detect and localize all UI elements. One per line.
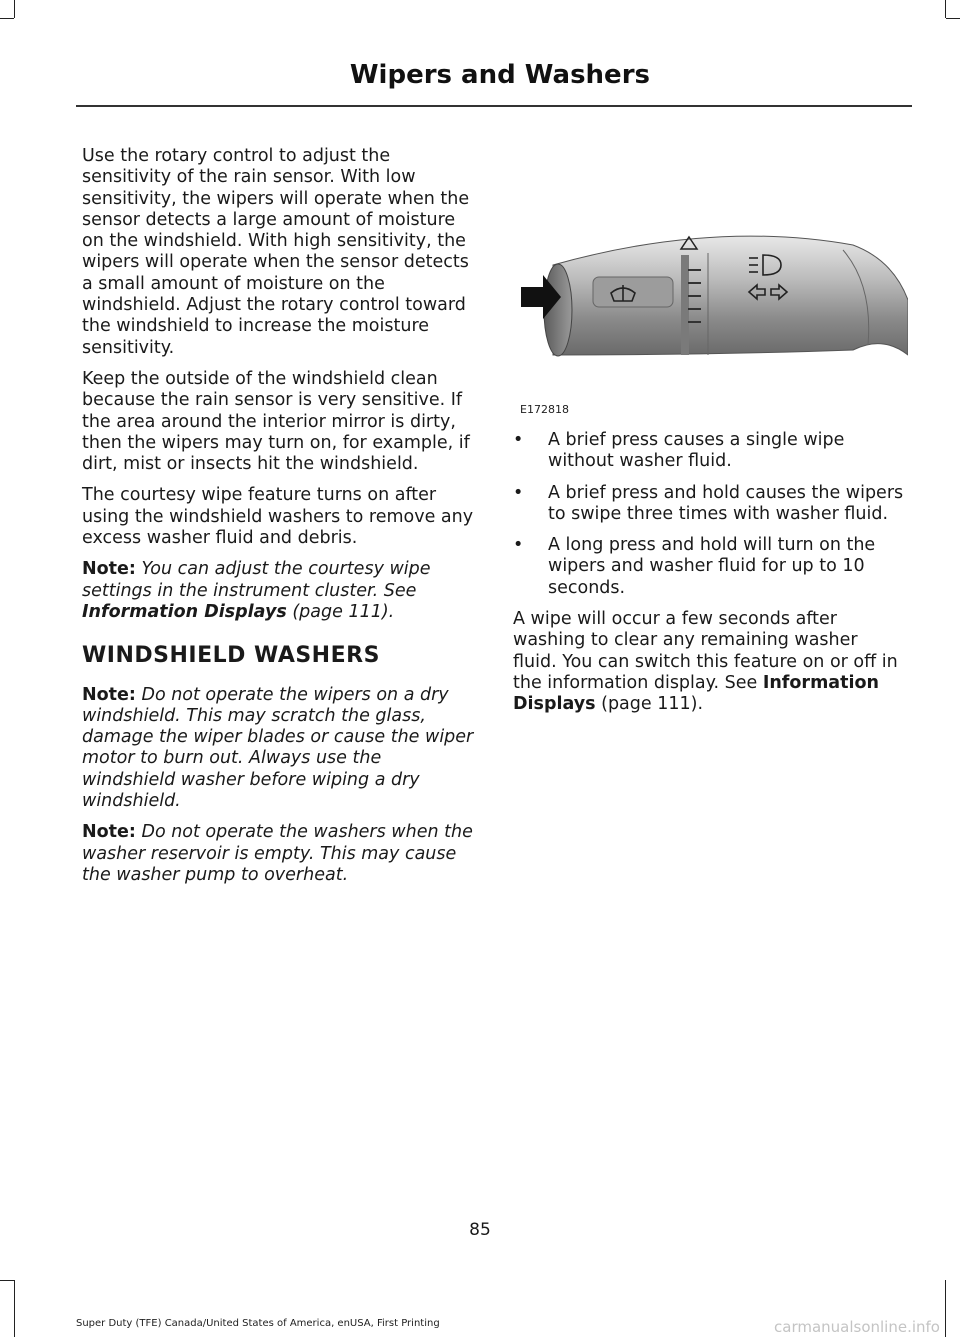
note (82, 685, 477, 813)
left-column (82, 146, 477, 896)
watermark: carmanualsonline.info (774, 1318, 940, 1336)
note-label: Note: (82, 822, 136, 843)
paragraph-text: A wipe will occur a few seconds after washing to clear any remaining washer fluid. You can switch this feature on or off in the information display. See (513, 609, 898, 693)
note-text: Do not operate the washers when the washer reservoir is empty. This may cause the washer pump to overheat. (82, 822, 473, 885)
cross-reference-link[interactable]: Information Displays (513, 672, 879, 715)
crop-mark (945, 1280, 946, 1337)
list-item-text: A brief press and hold causes the wipers to swipe three times with washer fluid. (548, 482, 904, 524)
right-column (513, 430, 905, 726)
page-title: Wipers and Washers (349, 60, 650, 90)
list-item (513, 483, 905, 526)
crop-mark (14, 0, 15, 18)
section-heading: WINDSHIELD WASHERS (82, 643, 380, 669)
list-item (513, 535, 905, 599)
note-label: Note: (82, 684, 136, 705)
note-text: Do not operate the wipers on a dry windshield. This may scratch the glass, damage the wiper blades or cause the wiper motor to burn out. Always use the windshield washer before wiping a dry windshield. (82, 684, 474, 812)
crop-mark (0, 1280, 14, 1281)
note (82, 559, 477, 623)
bullet-marker: • (513, 430, 524, 450)
bullet-marker: • (513, 535, 524, 556)
bullet-list (513, 430, 905, 599)
list-item (513, 430, 905, 473)
list-item-text: A long press and hold will turn on the wipers and washer fluid for up to 10 seconds. (548, 535, 876, 598)
cross-reference-link[interactable]: Information Displays (82, 601, 287, 622)
paragraph: Use the rotary control to adjust the sensitivity of the rain sensor. With low sensitivity, the wipers will operate when the sensor detects a large amount of moisture on the windshield. With high sensitivity, the wipers will operate when the sensor detects a small amount of moisture on the windshield. Adjust the rotary control toward the windshield to increase the moisture sensitivity. (82, 146, 470, 358)
list-item-text: A brief press causes a single wipe without washer fluid. (548, 430, 845, 472)
crop-mark (14, 1280, 15, 1337)
note (82, 822, 477, 886)
note-label: Note: (82, 559, 136, 580)
paragraph (513, 609, 905, 715)
page-reference: (page 111). (286, 601, 395, 622)
figure-id: E172818 (520, 403, 569, 416)
crop-mark (946, 18, 960, 19)
wiper-stalk-illustration (513, 215, 908, 415)
header-divider (76, 105, 912, 107)
footer-text: Super Duty (TFE) Canada/United States of America, enUSA, First Printing (76, 1318, 440, 1329)
paragraph: Keep the outside of the windshield clean because the rain sensor is very sensitive. If the area around the interior mirror is dirty, then the wipers may turn on, for example, if dirt, mist or insects hit the windshield. (82, 368, 470, 475)
stalk-body (544, 236, 908, 356)
crop-mark (0, 18, 14, 19)
page-reference: (page 111). (595, 694, 704, 715)
crop-mark (945, 0, 946, 18)
paragraph: The courtesy wipe feature turns on after using the windshield washers to remove any excess washer fluid and debris. (82, 485, 474, 549)
bullet-marker: • (513, 482, 524, 503)
page-number: 85 (469, 1220, 491, 1240)
note-text: You can adjust the courtesy wipe settings in the instrument cluster. See (82, 559, 431, 601)
